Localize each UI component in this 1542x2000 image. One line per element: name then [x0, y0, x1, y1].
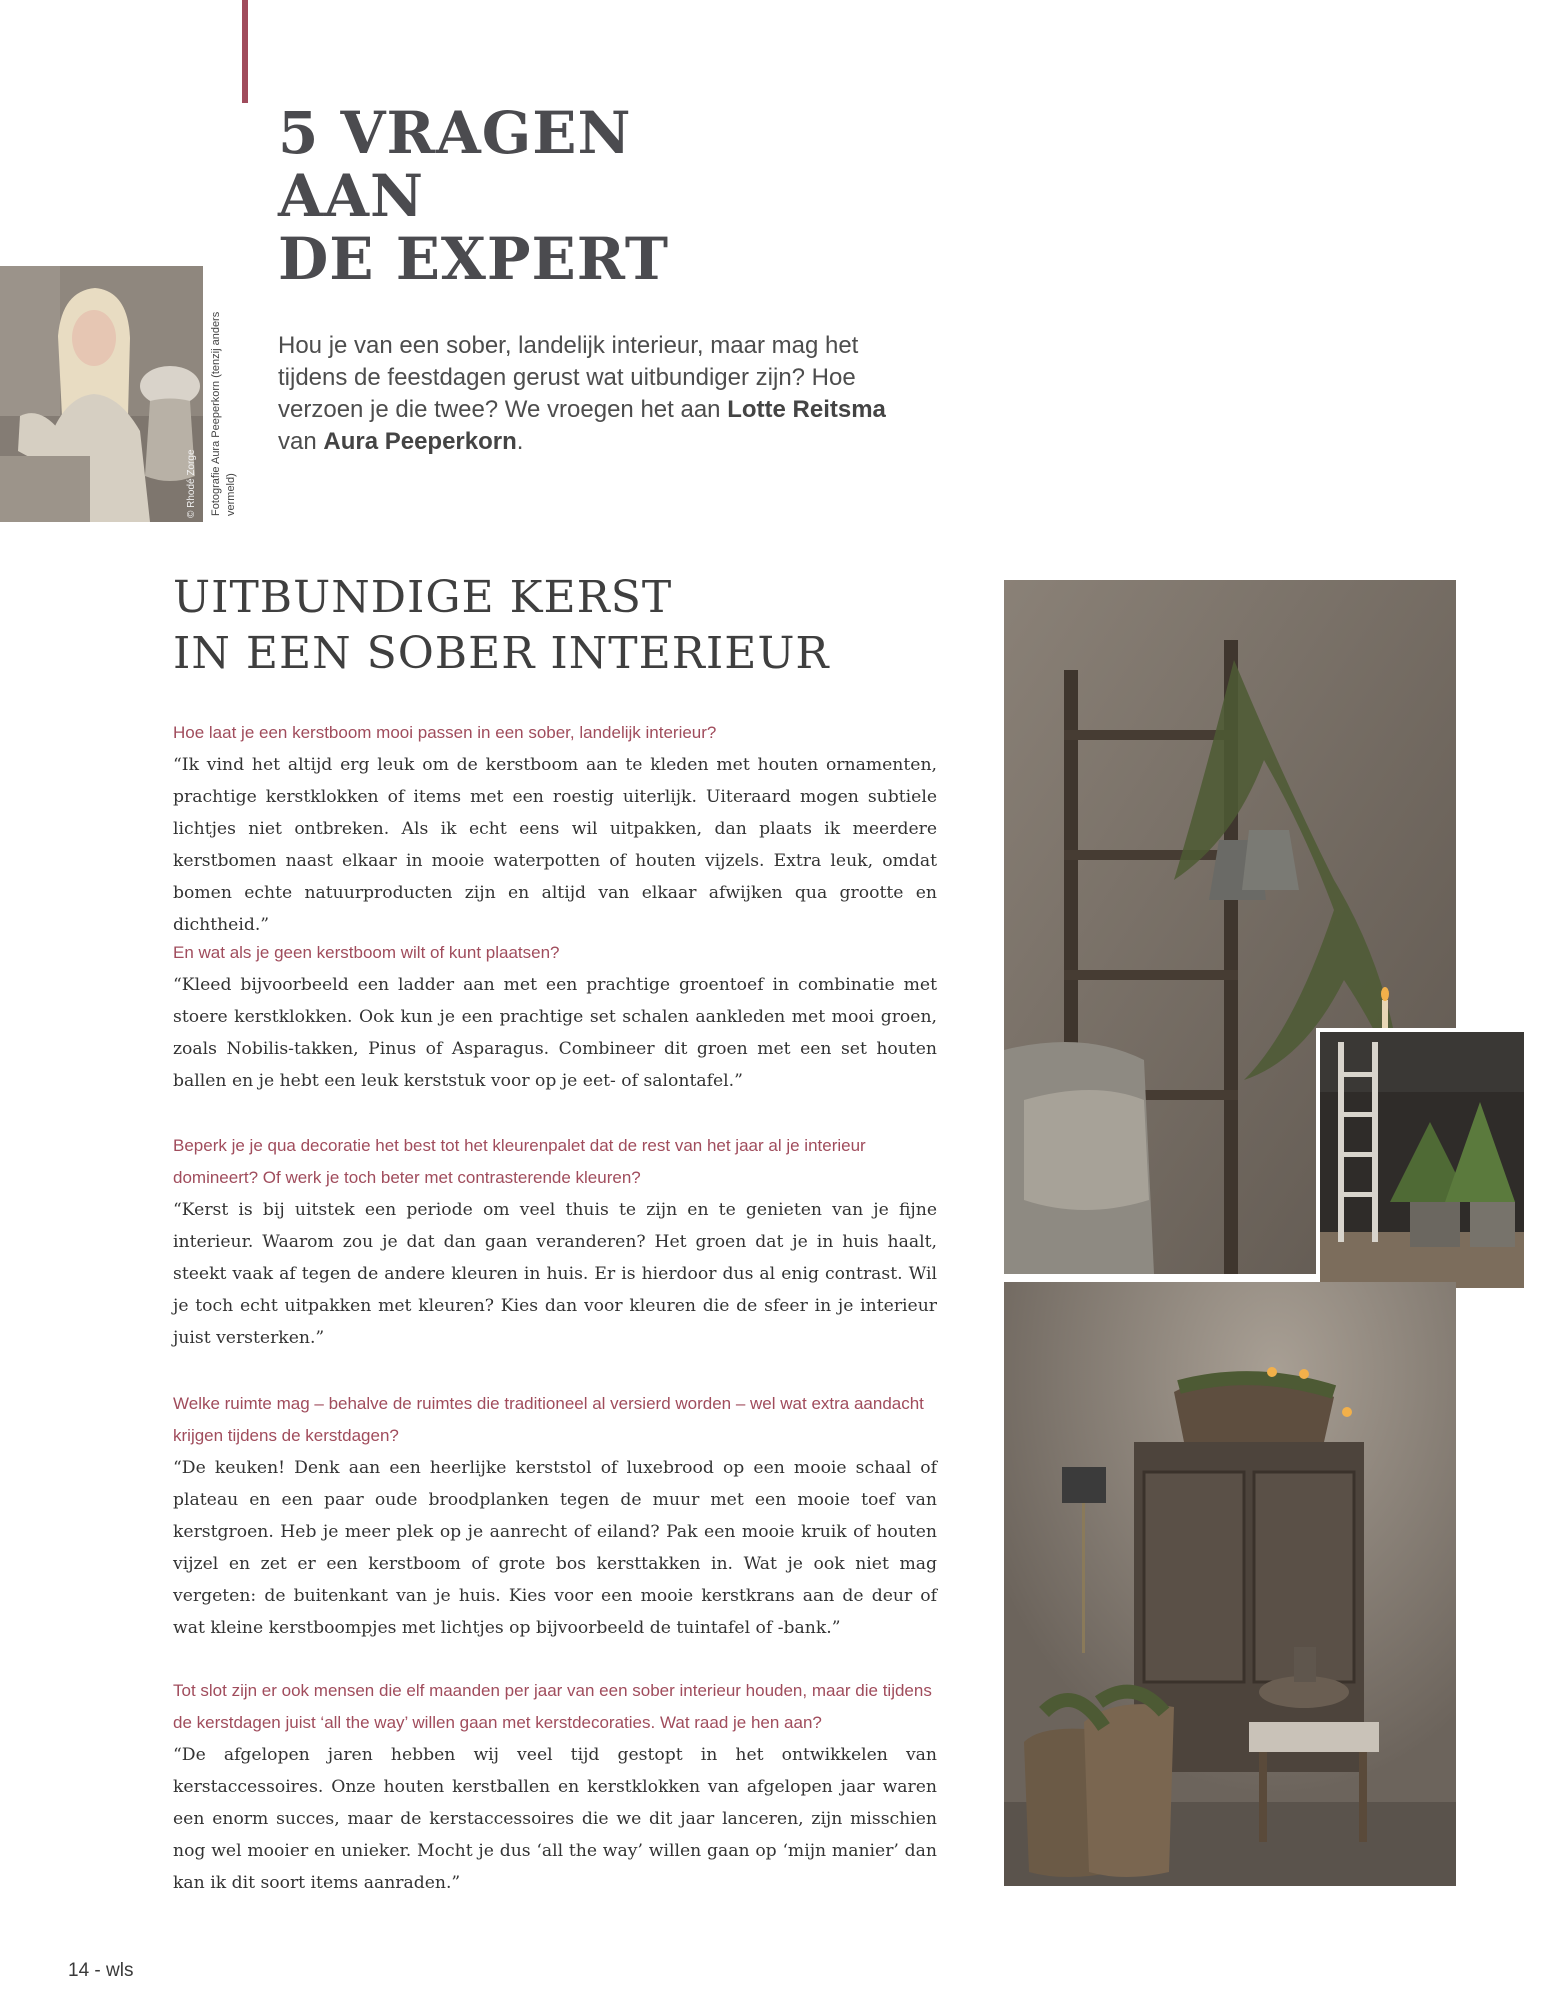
- portrait-illustration: [0, 266, 203, 522]
- subheadline-line: IN EEN SOBER INTERIEUR: [173, 628, 830, 679]
- intro-end: .: [516, 428, 524, 455]
- intro-text: Hou je van een sober, landelijk interieur, maar mag het tijdens de feestdagen gerust wat uitbundiger zijn? Hoe verzoen je die twee? We vroegen het aan: [278, 332, 859, 423]
- question: Hoe laat je een kerstboom mooi passen in een sober, landelijk interieur?: [173, 723, 717, 742]
- headline-line: DE EXPERT: [278, 225, 670, 293]
- outdoor-ladder-illustration: [1320, 1032, 1524, 1288]
- photo-cabinet-baskets: [1004, 1282, 1456, 1886]
- answer: “De keuken! Denk aan een heerlijke kerststol of luxebrood op een mooie schaal of plateau en een paar oude broodplanken tegen de muur met een mooie toef van kerstgroen. Heb je meer plek op je aanrecht of eiland? Pak een mooie kruik of houten vijzel en zet er een kerstboom of grote bos kersttakken in. Wat je ook niet mag vergeten: de buitenkant van je huis. Kies voor een mooie kerstkrans aan de deur of wat kleine kerstboompjes met lichtjes op bijvoorbeeld de tuintafel of -bank.”: [173, 1458, 937, 1638]
- headline-line: AAN: [278, 162, 425, 230]
- expert-portrait: [0, 266, 203, 522]
- question: Tot slot zijn er ook mensen die elf maanden per jaar van een sober interieur houden, maar die tijdens de kerstdagen juist ‘all the way’ willen gaan met kerstdecoraties. Wat raad je hen aan?: [173, 1681, 932, 1732]
- question: En wat als je geen kerstboom wilt of kunt plaatsen?: [173, 943, 560, 962]
- outdoor-ladder-frame: [1320, 1032, 1524, 1288]
- question: Welke ruimte mag – behalve de ruimtes die traditioneel al versierd worden – wel wat extra aandacht krijgen tijdens de kerstdagen?: [173, 1394, 924, 1445]
- page-folio: 14 - wls: [68, 1960, 134, 1981]
- qa-block: [173, 1675, 937, 1899]
- subheadline-line: UITBUNDIGE KERST: [173, 572, 673, 623]
- company-name: Aura Peeperkorn: [323, 428, 517, 455]
- photo-outdoor-ladder: [1316, 1028, 1528, 1292]
- photo-credit-line: Fotografie Aura Peeperkorn (tenzij anders: [210, 311, 222, 516]
- qa-block: [173, 937, 937, 1097]
- question: Beperk je je qua decoratie het best tot het kleurenpalet dat de rest van het jaar al je interieur domineert? Of werk je toch beter met contrasterende kleuren?: [173, 1136, 866, 1187]
- expert-name: Lotte Reitsma: [727, 396, 886, 423]
- answer: “Ik vind het altijd erg leuk om de kerstboom aan te kleden met houten ornamenten, prachtige kerstklokken of items met een roestig uiterlijk. Uiteraard mogen subtiele lichtjes niet ontbreken. Als ik echt eens wil uitpakken, dan plaats ik meerdere kerstbomen naast elkaar in mooie waterpotten of houten vijzels. Extra leuk, omdat bomen echte natuurproducten zijn en altijd van elkaar afwijken qua grootte en dichtheid.”: [173, 755, 937, 935]
- cabinet-baskets-illustration: [1004, 1282, 1456, 1886]
- intro-paragraph: [278, 330, 918, 458]
- answer: “Kleed bijvoorbeeld een ladder aan met een prachtige groentoef in combinatie met stoere kerstklokken. Ook kun je een prachtige set schalen aankleden met mooi groen, zoals Nobilis-takken, Pinus of Asparagus. Combineer dit groen met een set houten ballen en je hebt een leuk kerststuk voor op je eet- of salontafel.”: [173, 975, 937, 1091]
- accent-bar: [242, 0, 248, 103]
- headline-line: 5 VRAGEN: [278, 99, 632, 167]
- article-subheadline: [173, 570, 830, 682]
- qa-block: [173, 1130, 937, 1354]
- portrait-credit: © Rhodé Zorge: [186, 449, 197, 518]
- answer: “De afgelopen jaren hebben wij veel tijd gestopt in het ontwikkelen van kerstaccessoires. Onze houten kerstballen en kerstklokken van afgelopen jaar waren een enorm succes, maar de kerstaccessoires die we dit jaar lanceren, zijn misschien nog wel mooier en unieker. Mocht je dus ‘all the way’ willen gaan op ‘mijn manier’ dan kan ik dit soort items aanraden.”: [173, 1745, 937, 1893]
- qa-block: [173, 717, 937, 941]
- qa-block: [173, 1388, 937, 1644]
- page-headline: [278, 99, 670, 293]
- intro-connector: van: [278, 428, 317, 455]
- answer: “Kerst is bij uitstek een periode om veel thuis te zijn en te genieten van je fijne interieur. Waarom zou je dat dan gaan veranderen? Het groen dat je in huis haalt, steekt vaak af tegen de andere kleuren in huis. Er is hierdoor dus al enig contrast. Wil je toch echt uitpakken met kleuren? Kies dan voor kleuren die de sfeer in je interieur juist versterken.”: [173, 1200, 937, 1348]
- photo-credit-line: vermeld): [225, 473, 237, 516]
